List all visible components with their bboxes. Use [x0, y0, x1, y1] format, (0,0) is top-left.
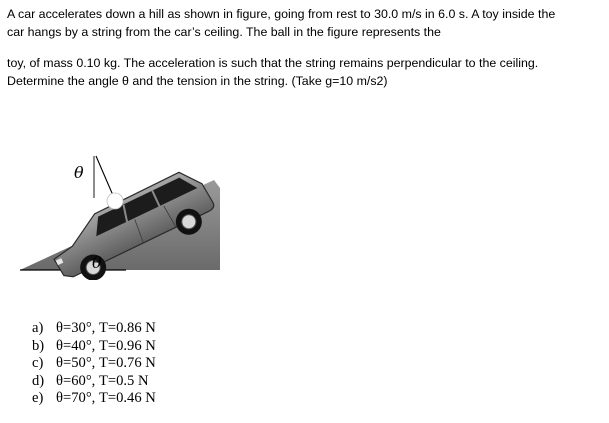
option-letter: d): [32, 372, 45, 389]
figure-svg: [14, 150, 234, 280]
option-c[interactable]: [32, 355, 156, 373]
question-line-4: Determine the angle θ and the tension in the string. (Take g=10 m/s2): [7, 74, 388, 88]
string-angle-label: θ: [74, 163, 84, 182]
incline-angle-label: θ: [92, 253, 102, 272]
option-text: θ=70°, T=0.46 N: [56, 390, 156, 407]
option-a[interactable]: [32, 320, 156, 338]
option-letter: c): [32, 355, 44, 372]
option-b[interactable]: [32, 338, 156, 356]
figure-car-on-incline: [14, 150, 234, 280]
answer-options: [32, 320, 156, 408]
question-line-1: A car accelerates down a hill as shown in figure, going from rest to 30.0 m/s in 6.0 s. A toy inside the: [7, 7, 556, 21]
option-d[interactable]: [32, 373, 156, 391]
option-letter: e): [32, 390, 44, 407]
option-text: θ=30°, T=0.86 N: [56, 320, 156, 336]
option-e[interactable]: [32, 390, 156, 408]
option-letter: a): [32, 320, 44, 336]
option-text: θ=60°, T=0.5 N: [56, 372, 149, 389]
question-line-2: car hangs by a string from the car’s ceiling. The ball in the figure represents the: [7, 25, 441, 39]
question-line-3: toy, of mass 0.10 kg. The acceleration is such that the string remains perpendicular to the ceiling.: [7, 56, 539, 70]
option-text: θ=40°, T=0.96 N: [56, 337, 156, 354]
option-letter: b): [32, 337, 45, 354]
option-text: θ=50°, T=0.76 N: [56, 355, 156, 372]
toy-ball: [107, 193, 123, 209]
